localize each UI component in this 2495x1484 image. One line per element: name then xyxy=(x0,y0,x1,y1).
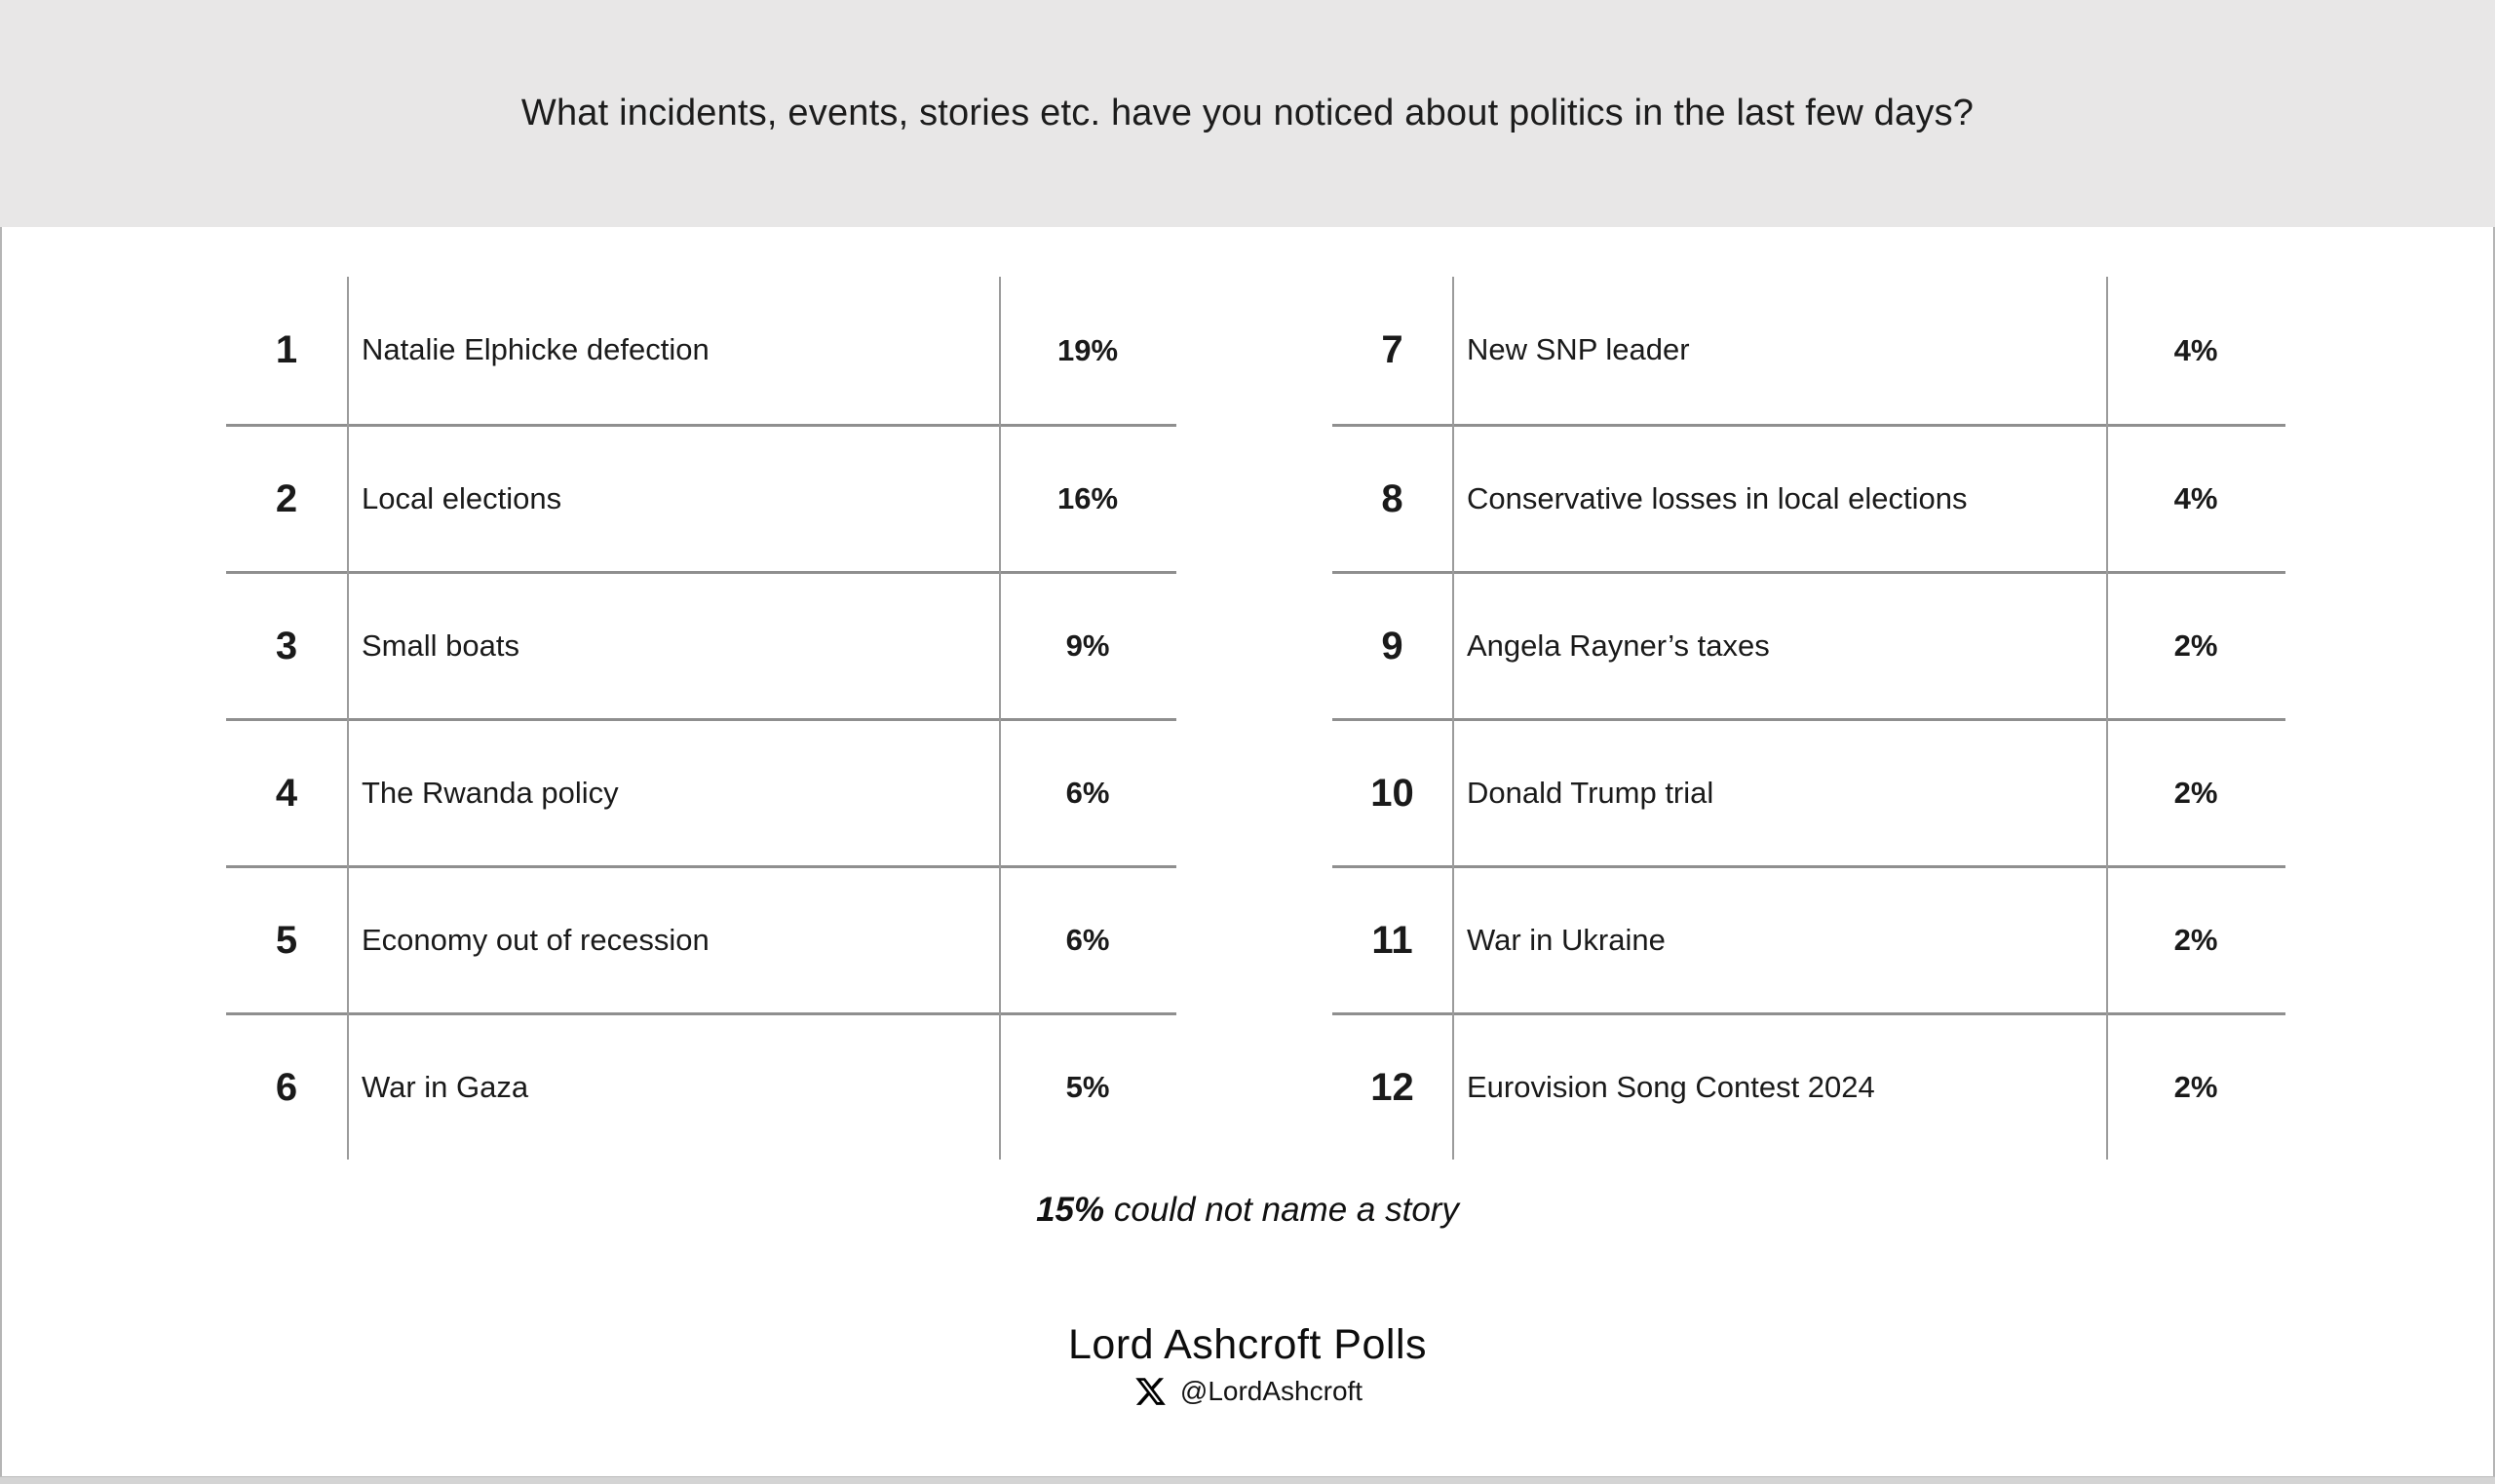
item-label: New SNP leader xyxy=(1467,332,1690,367)
table-row xyxy=(1332,571,2285,718)
rank-label: 8 xyxy=(1381,476,1403,520)
value-label: 5% xyxy=(1065,1070,1110,1104)
rank-label: 1 xyxy=(275,328,298,371)
item-label: War in Gaza xyxy=(362,1069,529,1104)
rank-label: 12 xyxy=(1370,1065,1414,1109)
brand-name: Lord Ashcroft Polls xyxy=(1067,1321,1427,1368)
table-row xyxy=(1332,1012,2285,1160)
footnote-text: could not name a story xyxy=(1104,1191,1459,1229)
value-label: 16% xyxy=(1056,481,1119,515)
item-label: War in Ukraine xyxy=(1467,922,1666,957)
rank-label: 9 xyxy=(1381,624,1403,667)
item-label: Small boats xyxy=(362,628,519,663)
page-left-border xyxy=(0,227,2,1476)
table-row xyxy=(226,277,1176,424)
rank-label: 4 xyxy=(275,771,298,815)
value-label: 19% xyxy=(1056,332,1119,367)
table-row xyxy=(226,1012,1176,1160)
column-divider xyxy=(2106,277,2108,1160)
column-divider xyxy=(1452,277,1454,1160)
table-row xyxy=(226,718,1176,865)
item-label: Donald Trump trial xyxy=(1467,775,1714,810)
table-row xyxy=(1332,277,2285,424)
rank-label: 3 xyxy=(275,624,298,667)
page-bottom-strip xyxy=(0,1476,2495,1484)
x-logo-icon xyxy=(1132,1375,1169,1408)
value-label: 2% xyxy=(2173,776,2218,810)
rank-label: 10 xyxy=(1370,771,1414,815)
table-row xyxy=(226,424,1176,571)
header-band xyxy=(0,0,2495,227)
table-row xyxy=(1332,865,2285,1012)
value-label: 6% xyxy=(1065,776,1110,810)
column-divider xyxy=(999,277,1001,1160)
footnote xyxy=(0,1191,2495,1230)
value-label: 2% xyxy=(2173,923,2218,957)
column-divider xyxy=(347,277,349,1160)
item-label: The Rwanda policy xyxy=(362,775,619,810)
table-row xyxy=(226,571,1176,718)
value-label: 2% xyxy=(2173,628,2218,663)
brand-handle-row xyxy=(0,1375,2495,1408)
rank-label: 11 xyxy=(1371,918,1413,962)
value-label: 4% xyxy=(2173,332,2218,367)
ranking-table-left xyxy=(226,277,1176,1160)
footnote-percto: 15% xyxy=(1036,1191,1105,1229)
rank-label: 6 xyxy=(275,1065,298,1109)
value-label: 4% xyxy=(2173,481,2218,515)
item-label: Economy out of recession xyxy=(362,922,710,957)
branding-block xyxy=(0,1321,2495,1408)
rank-label: 2 xyxy=(275,476,298,520)
table-row xyxy=(1332,718,2285,865)
rank-label: 5 xyxy=(275,918,298,962)
item-label: Eurovision Song Contest 2024 xyxy=(1467,1069,1875,1104)
poll-question-title: What incidents, events, stories etc. have you noticed about politics in the last few days? xyxy=(520,93,1975,133)
value-label: 9% xyxy=(1065,628,1110,663)
table-row xyxy=(226,865,1176,1012)
rank-label: 7 xyxy=(1381,328,1403,371)
table-row xyxy=(1332,424,2285,571)
item-label: Conservative losses in local elections xyxy=(1467,480,1968,515)
item-label: Natalie Elphicke defection xyxy=(362,332,710,367)
value-label: 2% xyxy=(2173,1070,2218,1104)
ranking-table-right xyxy=(1332,277,2285,1160)
item-label: Angela Rayner’s taxes xyxy=(1467,628,1770,663)
value-label: 6% xyxy=(1065,923,1110,957)
item-label: Local elections xyxy=(362,480,562,515)
brand-handle: @LordAshcroft xyxy=(1179,1376,1363,1406)
